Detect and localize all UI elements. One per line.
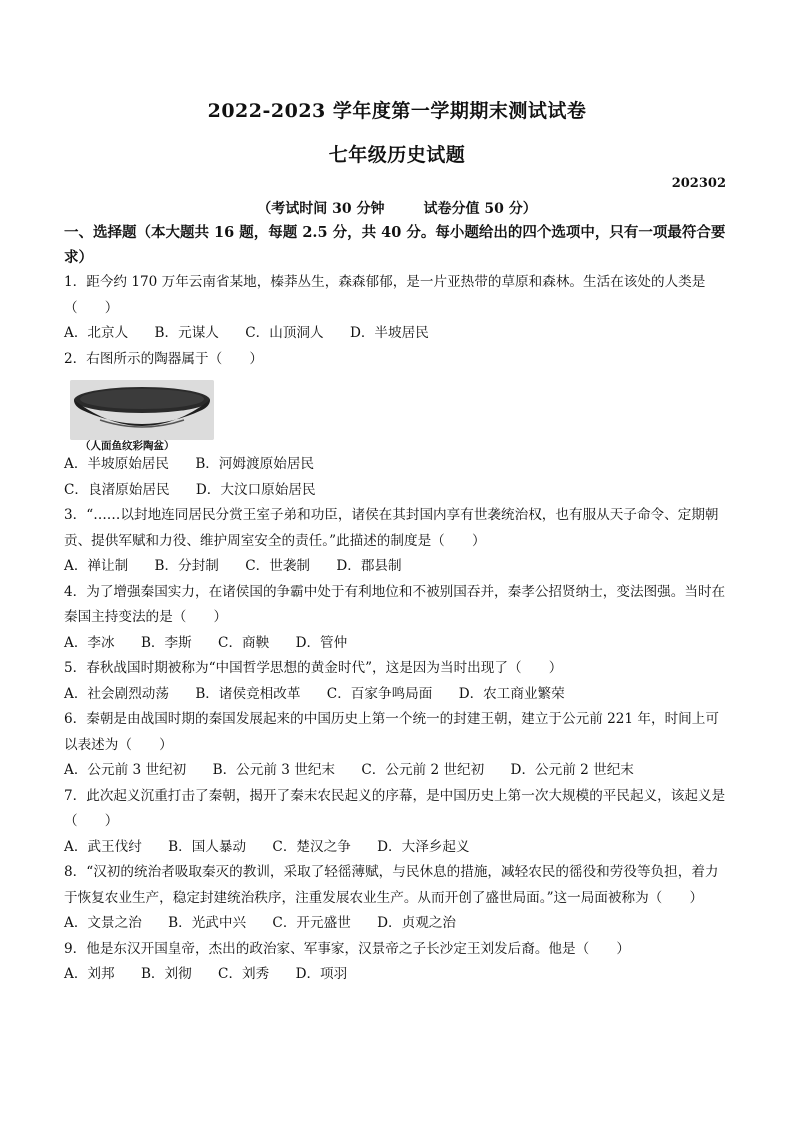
figure-caption: （人面鱼纹彩陶盆） <box>80 440 175 452</box>
option-a: A．禅让制 <box>64 558 129 574</box>
option-c: C．世袭制 <box>245 558 311 574</box>
option-a: A．文景之治 <box>64 915 142 931</box>
option-b: B．光武中兴 <box>168 915 247 931</box>
question-2 <box>64 347 730 504</box>
question-text: 1．距今约 170 万年云南省某地，榛莽丛生，森森郁郁，是一片亚热带的草原和森林。生活在该处的人类是（ ） <box>64 274 706 316</box>
question-text: 3．“……以封地连同居民分赏王室子弟和功臣，诸侯在其封国内享有世袭统治权，也有服从天子命令、定期朝贡、提供军赋和力役、维护周室安全的责任。”此描述的制度是（ ） <box>64 507 719 549</box>
option-c: C．楚汉之争 <box>272 838 351 855</box>
option-d: D．大泽乡起义 <box>377 838 470 855</box>
option-a: A．北京人 <box>64 325 129 341</box>
option-b: B．刘彻 <box>140 966 192 982</box>
question-7 <box>64 784 730 861</box>
option-b: B．河姆渡原始居民 <box>195 456 315 472</box>
question-options <box>64 321 730 347</box>
question-options <box>64 631 730 657</box>
option-b: B．公元前 3 世纪末 <box>212 762 336 778</box>
option-b: B．国人暴动 <box>168 838 247 855</box>
pottery-bowl-image <box>70 380 214 440</box>
question-text: 4．为了增强秦国实力，在诸侯国的争霸中处于有利地位和不被别国吞并，秦孝公招贤纳士，变法图强。当时在秦国主持变法的是（ ） <box>64 583 726 625</box>
option-a: A．公元前 3 世纪初 <box>64 762 187 778</box>
question-options-row2 <box>64 478 730 504</box>
question-text: 7．此次起义沉重打击了秦朝，揭开了秦末农民起义的序幕，是中国历史上第一次大规模的平民起义，该起义是（ ） <box>64 787 726 829</box>
option-b: B．元谋人 <box>154 325 219 341</box>
exam-code: 202302 <box>671 176 726 191</box>
option-b: B．李斯 <box>140 634 192 651</box>
question-options <box>64 962 730 988</box>
question-3 <box>64 503 730 580</box>
question-9 <box>64 937 730 988</box>
question-options-row1 <box>64 452 730 478</box>
question-text: 9．他是东汉开国皇帝，杰出的政治家、军事家，汉景帝之子长沙定王刘发后裔。他是（ ） <box>64 940 630 957</box>
option-c: C．山顶洞人 <box>245 325 324 341</box>
option-d: D．项羽 <box>295 966 348 982</box>
option-d: D．农工商业繁荣 <box>458 685 565 702</box>
option-c: C．良渚原始居民 <box>64 481 170 498</box>
question-6 <box>64 707 730 784</box>
option-c: C．公元前 2 世纪初 <box>361 762 485 778</box>
question-text: 6．秦朝是由战国时期的秦国发展起来的中国历史上第一个统一的封建王朝，建立于公元前 221 年，时间上可以表述为（ ） <box>64 711 719 753</box>
question-options <box>64 911 730 937</box>
exam-info: （考试时间 30 分钟 试卷分值 50 分） <box>257 201 537 217</box>
option-c: C．刘秀 <box>218 966 270 982</box>
option-d: D．贞观之治 <box>377 915 456 931</box>
question-options <box>64 835 730 861</box>
option-b: B．诸侯竞相改革 <box>195 685 301 702</box>
question-text: 8．“汉初的统治者吸取秦灭的教训，采取了轻徭薄赋，与民休息的措施，减轻农民的徭役和劳役等负担，着力于恢复农业生产，稳定封建统治秩序，注重发展农业生产。从而开创了盛世局面。”这一局面被称为（ ） <box>64 864 719 906</box>
option-d: D．管仲 <box>295 634 348 651</box>
question-options <box>64 682 730 708</box>
option-d: D．郡县制 <box>336 558 402 574</box>
option-c: C．百家争鸣局面 <box>326 685 433 702</box>
question-options <box>64 554 730 580</box>
question-1 <box>64 270 730 347</box>
option-a: A．刘邦 <box>64 966 115 982</box>
option-b: B．分封制 <box>154 558 219 574</box>
option-a: A．武王伐纣 <box>64 838 142 855</box>
exam-title: 2022-2023 学年度第一学期期末测试试卷 <box>207 100 587 122</box>
question-5 <box>64 656 730 707</box>
option-a: A．社会剧烈动荡 <box>64 685 169 702</box>
bowl-illustration <box>70 380 214 440</box>
pottery-figure <box>64 380 730 452</box>
question-text: 2．右图所示的陶器属于（ ） <box>64 350 263 367</box>
question-8 <box>64 860 730 937</box>
option-a: A．半坡原始居民 <box>64 456 169 472</box>
option-a: A．李冰 <box>64 634 115 651</box>
section-heading: 一、选择题（本大题共 16 题，每题 2.5 分，共 40 分。每小题给出的四个选项中，只有一项最符合要求） <box>64 224 726 266</box>
option-d: D．大汶口原始居民 <box>195 481 316 498</box>
option-c: C．开元盛世 <box>272 915 351 931</box>
exam-subtitle: 七年级历史试题 <box>328 144 466 166</box>
option-c: C．商鞅 <box>218 634 270 651</box>
option-d: D．公元前 2 世纪末 <box>510 762 634 778</box>
question-text: 5．春秋战国时期被称为“中国哲学思想的黄金时代”，这是因为当时出现了（ ） <box>64 660 563 676</box>
option-d: D．半坡居民 <box>349 325 429 341</box>
exam-content <box>64 220 730 988</box>
question-options <box>64 758 730 784</box>
question-4 <box>64 580 730 657</box>
